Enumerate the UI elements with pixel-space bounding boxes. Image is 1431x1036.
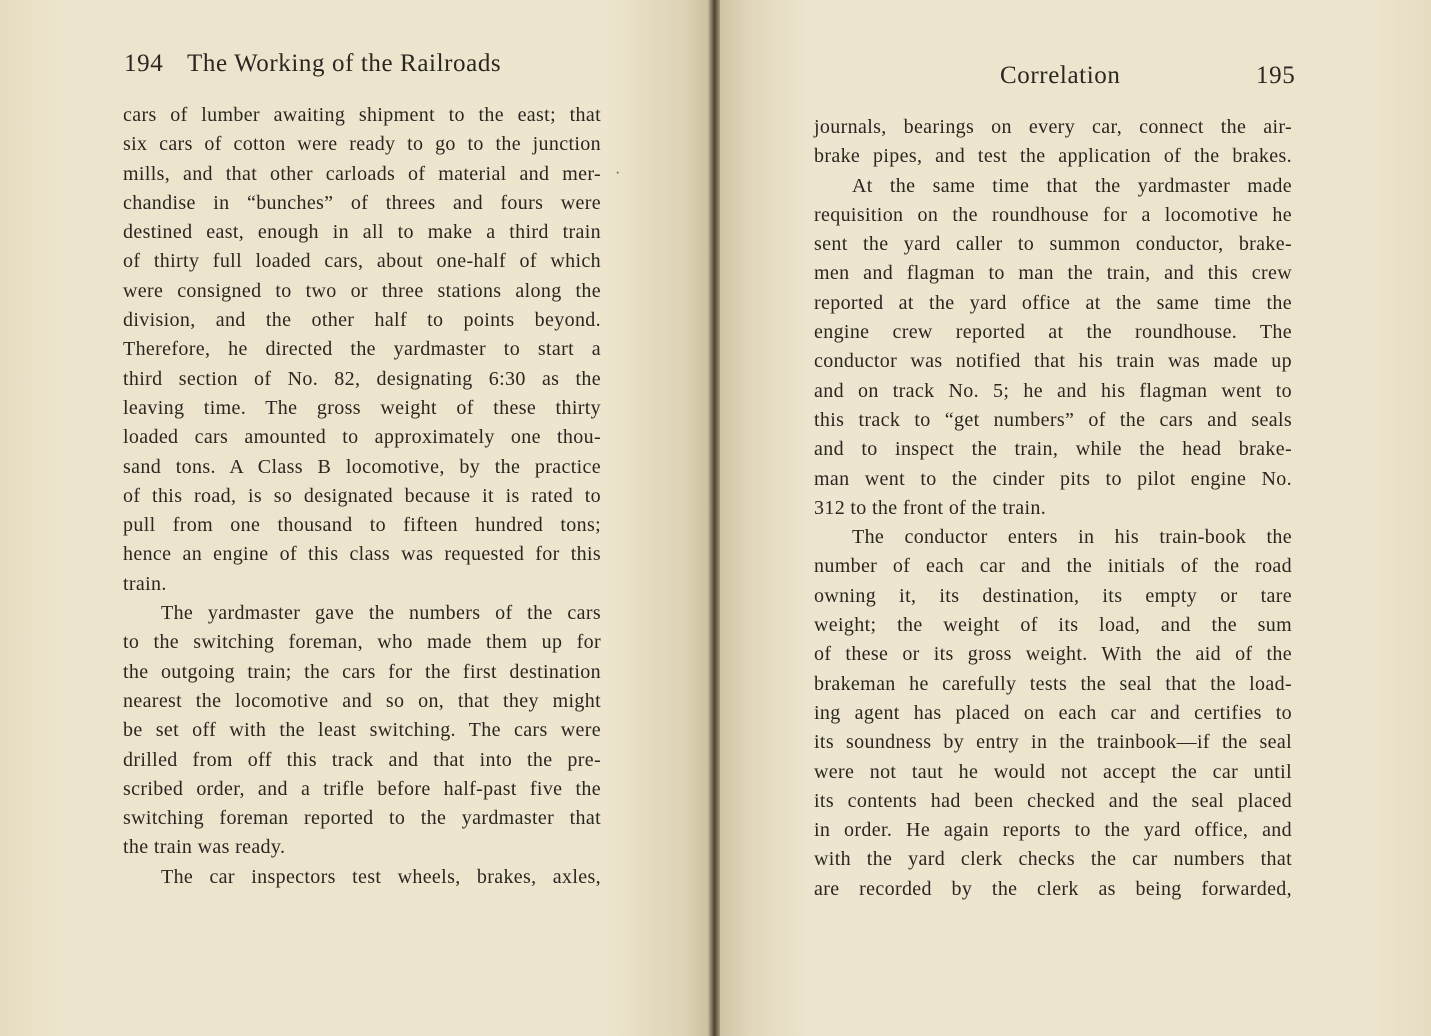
text-line: were consigned to two or three stations along the: [123, 279, 601, 302]
text-line: drilled from off this track and that into the pre-: [123, 748, 601, 771]
text-line: in order. He again reports to the yard office, and: [814, 819, 1292, 842]
text-line: reported at the yard office at the same time the: [814, 291, 1292, 314]
text-line: destined east, enough in all to make a third train: [123, 221, 601, 244]
text-line: train.: [123, 572, 167, 595]
text-line: of these or its gross weight. With the aid of the: [814, 643, 1292, 666]
text-line: and on track No. 5; he and his flagman went to: [814, 379, 1292, 402]
text-line: to the switching foreman, who made them up for: [123, 631, 601, 654]
text-line: chandise in “bunches” of threes and fours were: [123, 191, 601, 214]
text-line: leaving time. The gross weight of these thirty: [123, 396, 601, 419]
text-line: nearest the locomotive and so on, that they might: [123, 689, 601, 712]
text-line: loaded cars amounted to approximately one thou-: [123, 426, 601, 449]
text-line: conductor was notified that his train was made up: [814, 350, 1292, 373]
text-line: and to inspect the train, while the head brake-: [814, 438, 1292, 461]
text-line: requisition on the roundhouse for a locomotive he: [814, 203, 1292, 226]
text-line: pull from one thousand to fifteen hundred tons;: [123, 514, 601, 537]
text-line: owning it, its destination, its empty or tare: [814, 584, 1292, 607]
text-line: The yardmaster gave the numbers of the cars: [161, 602, 601, 625]
text-line: the train was ready.: [123, 836, 286, 859]
text-line: of thirty full loaded cars, about one-half of which: [123, 250, 601, 273]
left-page-number: 194: [124, 50, 164, 77]
text-line: sent the yard caller to summon conductor, brake-: [814, 233, 1292, 256]
text-line: be set off with the least switching. The cars were: [123, 719, 601, 742]
text-line: journals, bearings on every car, connect the air-: [814, 116, 1292, 138]
text-line: brakeman he carefully tests the seal that the load-: [814, 672, 1292, 695]
text-line: cars of lumber awaiting shipment to the east; that: [123, 104, 601, 126]
left-running-title: The Working of the Railroads: [187, 50, 502, 77]
text-line: hence an engine of this class was requested for this: [123, 543, 601, 566]
text-line: brake pipes, and test the application of the brakes.: [814, 145, 1292, 168]
text-line: were not taut he would not accept the car until: [814, 760, 1292, 783]
text-line: mills, and that other carloads of material and mer-: [123, 162, 601, 185]
text-line: scribed order, and a trifle before half-past five the: [123, 777, 601, 800]
text-line: number of each car and the initials of the road: [814, 555, 1292, 578]
left-page: [0, 0, 714, 1036]
text-line: The car inspectors test wheels, brakes, axles,: [161, 865, 601, 888]
right-page-number: 195: [1256, 62, 1296, 89]
text-line: its soundness by entry in the trainbook—if the seal: [814, 731, 1292, 754]
text-line: of this road, is so designated because it is rated to: [123, 484, 601, 507]
text-line: weight; the weight of its load, and the sum: [814, 614, 1292, 637]
right-page: [714, 0, 1431, 1036]
left-body-text: [123, 101, 601, 892]
text-line: At the same time that the yardmaster made: [852, 174, 1292, 197]
text-line: sand tons. A Class B locomotive, by the practice: [123, 455, 601, 478]
text-line: men and flagman to man the train, and this crew: [814, 262, 1292, 285]
text-line: division, and the other half to points beyond.: [123, 309, 601, 332]
text-line: third section of No. 82, designating 6:30 as the: [123, 367, 601, 390]
stray-mark: ·: [615, 165, 621, 182]
right-body-text: [814, 113, 1292, 904]
text-line: switching foreman reported to the yardmaster that: [123, 807, 601, 830]
text-line: this track to “get numbers” of the cars and seals: [814, 408, 1292, 431]
text-line: Therefore, he directed the yardmaster to start a: [123, 338, 601, 361]
text-line: engine crew reported at the roundhouse. The: [814, 321, 1292, 344]
text-line: with the yard clerk checks the car numbers that: [814, 848, 1292, 871]
text-line: the outgoing train; the cars for the first destination: [123, 660, 601, 683]
text-line: 312 to the front of the train.: [814, 496, 1047, 519]
text-line: its contents had been checked and the seal placed: [814, 789, 1292, 812]
right-running-title: Correlation: [1000, 62, 1121, 89]
text-line: are recorded by the clerk as being forwarded,: [814, 877, 1292, 900]
text-line: ing agent has placed on each car and certifies to: [814, 701, 1292, 724]
text-line: man went to the cinder pits to pilot engine No.: [814, 467, 1292, 490]
text-line: six cars of cotton were ready to go to the junction: [123, 133, 601, 156]
book-gutter: [708, 0, 720, 1036]
text-line: The conductor enters in his train-book the: [852, 526, 1292, 549]
